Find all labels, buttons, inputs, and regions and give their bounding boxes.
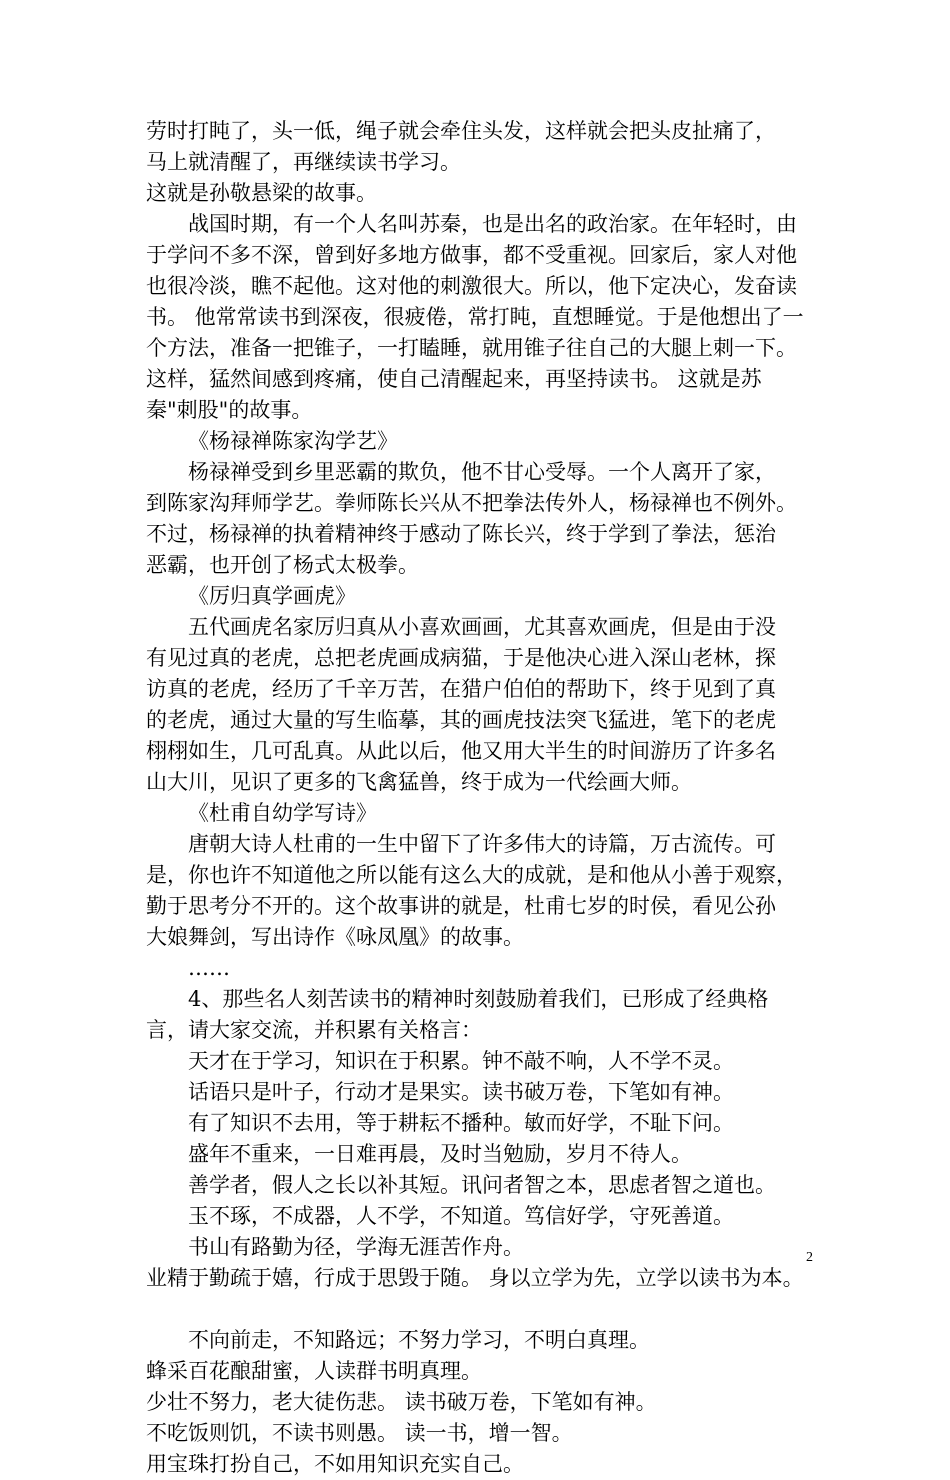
text-line: 勤于思考分不开的。这个故事讲的就是，杜甫七岁的时侯，看见公孙 — [146, 894, 776, 918]
motto-line: 有了知识不去用，等于耕耘不播种。敏而好学，不耻下问。 — [188, 1111, 734, 1135]
motto-line: 天才在于学习，知识在于积累。钟不敲不响，人不学不灵。 — [188, 1049, 734, 1073]
paragraph-first-line: 杨禄禅受到乡里恶霸的欺负，他不甘心受辱。一个人离开了家， — [188, 460, 776, 484]
motto-line: 用宝珠打扮自己，不如用知识充实自己。 — [146, 1452, 524, 1476]
text-line: 恶霸，也开创了杨式太极拳。 — [146, 553, 419, 577]
text-line: 书。 他常常读书到深夜，很疲倦，常打盹，直想睡觉。于是他想出了一 — [146, 305, 804, 329]
text-line: 访真的老虎，经历了千辛万苦，在猎户伯伯的帮助下，终于见到了真 — [146, 677, 776, 701]
blank-line — [146, 1294, 826, 1325]
paragraph-first-line: 唐朝大诗人杜甫的一生中留下了许多伟大的诗篇，万古流传。可 — [188, 832, 776, 856]
text-line: 不过，杨禄禅的执着精神终于感动了陈长兴，终于学到了拳法，惩治 — [146, 522, 776, 546]
page-number: 2 — [806, 1250, 813, 1265]
text-line: 的老虎，通过大量的写生临摹，其的画虎技法突飞猛进，笔下的老虎 — [146, 708, 776, 732]
motto-line: 话语只是叶子，行动才是果实。读书破万卷，下笔如有神。 — [188, 1080, 734, 1104]
text-line: 山大川，见识了更多的飞禽猛兽，终于成为一代绘画大师。 — [146, 770, 692, 794]
motto-line: 不向前走，不知路远；不努力学习，不明白真理。 — [188, 1328, 650, 1352]
motto-line: 蜂采百花酿甜蜜，人读群书明真理。 — [146, 1359, 482, 1383]
motto-line: 盛年不重来，一日难再晨，及时当勉励，岁月不待人。 — [188, 1142, 692, 1166]
text-line: 也很冷淡，瞧不起他。这对他的刺激很大。所以，他下定决心，发奋读 — [146, 274, 797, 298]
text-line: 这就是孙敬悬梁的故事。 — [146, 181, 377, 205]
text-line: 言，请大家交流，并积累有关格言： — [146, 1018, 482, 1042]
motto-line: 玉不琢，不成器，人不学，不知道。笃信好学，守死善道。 — [188, 1204, 734, 1228]
text-line: 于学问不多不深，曾到好多地方做事，都不受重视。回家后，家人对他 — [146, 243, 797, 267]
ellipsis: …… — [188, 956, 230, 980]
text-line: 这样，猛然间感到疼痛，使自己清醒起来，再坚持读书。 这就是苏 — [146, 367, 762, 391]
story-heading: 《杜甫自幼学写诗》 — [188, 801, 377, 825]
paragraph-first-line: 战国时期，有一个人名叫苏秦，也是出名的政治家。在年轻时，由 — [188, 212, 797, 236]
text-line: 劳时打盹了，头一低，绳子就会牵住头发，这样就会把头皮扯痛了， — [146, 119, 776, 143]
text-line: 有见过真的老虎，总把老虎画成病猫，于是他决心进入深山老林，探 — [146, 646, 776, 670]
text-line: 栩栩如生，几可乱真。从此以后，他又用大半生的时间游历了许多名 — [146, 739, 776, 763]
text-line: 个方法，准备一把锥子，一打瞌睡，就用锥子往自己的大腿上刺一下。 — [146, 336, 797, 360]
text-line: 大娘舞剑，写出诗作《咏凤凰》的故事。 — [146, 925, 524, 949]
motto-line: 书山有路勤为径，学海无涯苦作舟。 — [188, 1235, 524, 1259]
story-heading: 《厉归真学画虎》 — [188, 584, 356, 608]
document-body — [146, 116, 826, 1480]
paragraph-first-line: 4、那些名人刻苦读书的精神时刻鼓励着我们，已形成了经典格 — [188, 987, 769, 1011]
story-heading: 《杨禄禅陈家沟学艺》 — [188, 429, 398, 453]
motto-line: 少壮不努力，老大徒伤悲。 读书破万卷，下笔如有神。 — [146, 1390, 657, 1414]
text-line: 到陈家沟拜师学艺。拳师陈长兴从不把拳法传外人，杨禄禅也不例外。 — [146, 491, 797, 515]
text-line: 秦"刺股"的故事。 — [146, 398, 313, 422]
motto-line: 不吃饭则饥，不读书则愚。 读一书，增一智。 — [146, 1421, 573, 1445]
paragraph-first-line: 五代画虎名家厉归真从小喜欢画画，尤其喜欢画虎，但是由于没 — [188, 615, 776, 639]
text-line: 马上就清醒了，再继续读书学习。 — [146, 150, 461, 174]
motto-line: 善学者，假人之长以补其短。讯问者智之本，思虑者智之道也。 — [188, 1173, 776, 1197]
text-line: 是，你也许不知道他之所以能有这么大的成就，是和他从小善于观察， — [146, 863, 797, 887]
motto-line: 业精于勤疏于嬉，行成于思毁于随。 身以立学为先，立学以读书为本。 — [146, 1266, 804, 1290]
